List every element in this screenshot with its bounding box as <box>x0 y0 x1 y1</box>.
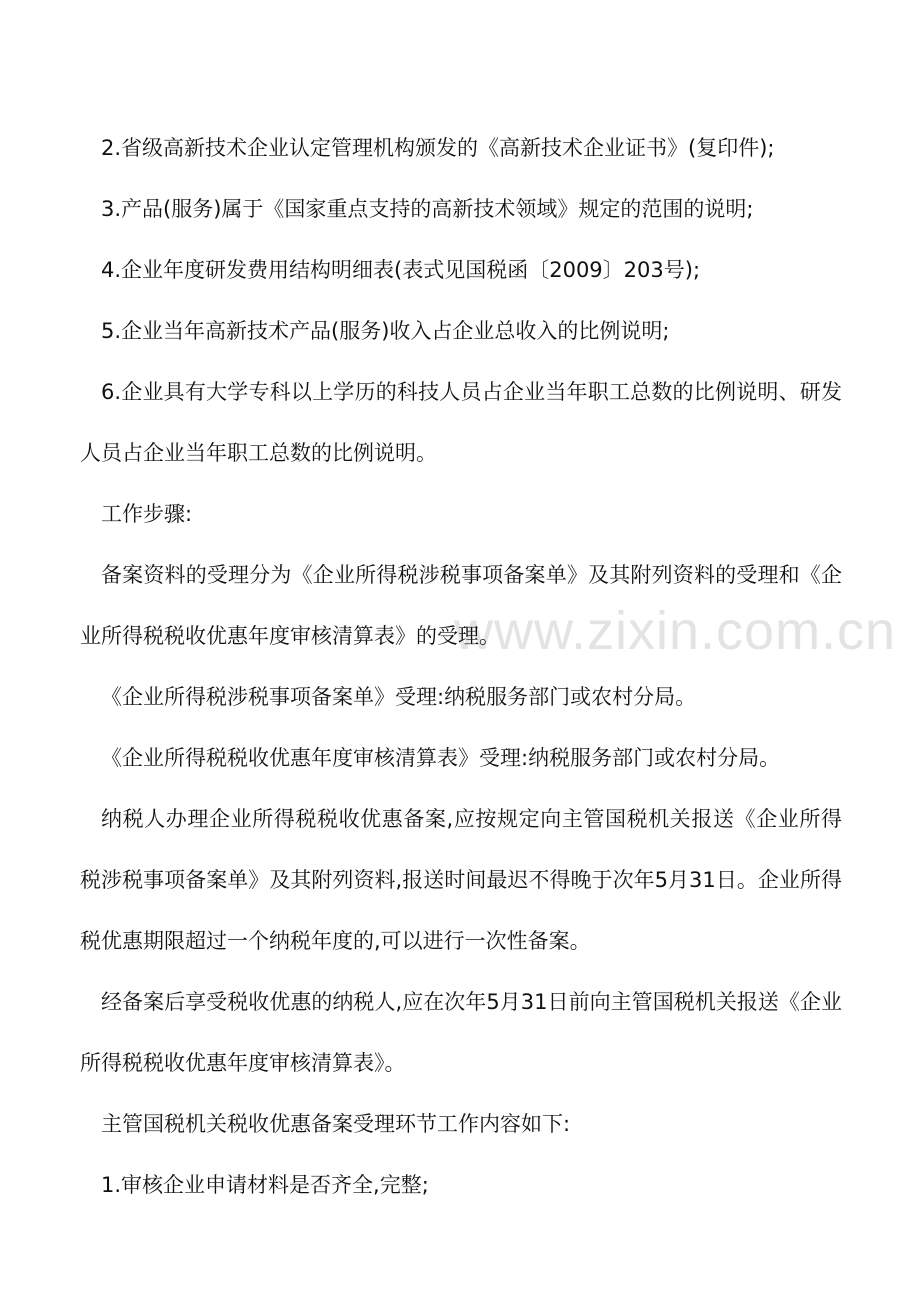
paragraph-item-2: 2.省级高新技术企业认定管理机构颁发的《高新技术企业证书》(复印件); <box>101 136 775 160</box>
paragraph-filing-form: 《企业所得税涉税事项备案单》受理:纳税服务部门或农村分局。 <box>101 685 697 709</box>
paragraph-taxpayer-filing: 纳税人办理企业所得税税收优惠备案,应按规定向主管国税机关报送《企业所得税涉税事项备案单》及其附列资料,报送时间最迟不得晚于次年5月31日。企业所得税优惠期限超过一个纳税年度的,可以进行一次性备案。 <box>80 807 842 953</box>
paragraph-item-5: 5.企业当年高新技术产品(服务)收入占企业总收入的比例说明; <box>101 319 670 343</box>
paragraph-audit-form: 《企业所得税税收优惠年度审核清算表》受理:纳税服务部门或农村分局。 <box>101 746 781 770</box>
document-body <box>80 118 842 1216</box>
paragraph-item-4: 4.企业年度研发费用结构明细表(表式见国税函〔2009〕203号); <box>101 258 701 282</box>
paragraph-item-1: 1.审核企业申请材料是否齐全,完整; <box>101 1173 429 1197</box>
paragraph-after-filing: 经备案后享受税收优惠的纳税人,应在次年5月31日前向主管国税机关报送《企业所得税税收优惠年度审核清算表》。 <box>80 990 842 1075</box>
section-heading-work-steps: 工作步骤: <box>101 502 193 526</box>
watermark: www.zixin.com.cn <box>454 601 897 661</box>
paragraph-item-6: 6.企业具有大学专科以上学历的科技人员占企业当年职工总数的比例说明、研发人员占企业当年职工总数的比例说明。 <box>80 380 842 465</box>
paragraph-acceptance: 备案资料的受理分为《企业所得税涉税事项备案单》及其附列资料的受理和《企业所得税税收优惠年度审核清算表》的受理。 <box>80 563 842 648</box>
paragraph-work-content: 主管国税机关税收优惠备案受理环节工作内容如下: <box>101 1112 571 1136</box>
paragraph-item-3: 3.产品(服务)属于《国家重点支持的高新技术领域》规定的范围的说明; <box>101 197 754 221</box>
